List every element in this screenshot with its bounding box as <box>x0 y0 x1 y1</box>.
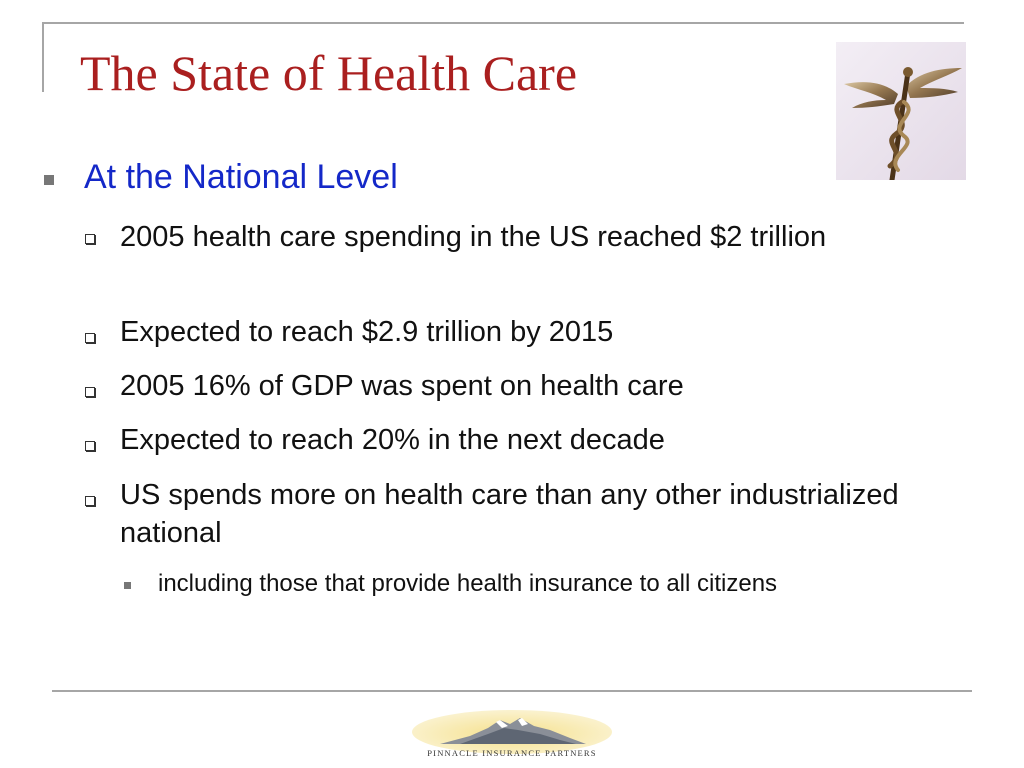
slide-title: The State of Health Care <box>80 45 578 101</box>
hollow-square-bullet-icon <box>85 387 95 397</box>
bullet-item: 2005 health care spending in the US reached $2 trillion <box>120 221 827 253</box>
bullet-item: US spends more on health care than any other industrialized national <box>120 479 899 549</box>
caduceus-image <box>836 42 966 180</box>
bullet-item: 2005 16% of GDP was spent on health care <box>120 370 684 402</box>
hollow-square-bullet-icon <box>85 234 95 244</box>
square-bullet-icon <box>44 175 54 185</box>
top-frame-line <box>44 22 964 24</box>
hollow-square-bullet-icon <box>85 441 95 451</box>
logo-wordmark: PINNACLE INSURANCE PARTNERS <box>427 748 597 758</box>
level1-heading: At the National Level <box>84 158 398 196</box>
bullet-item: Expected to reach 20% in the next decade <box>120 424 665 456</box>
hollow-square-bullet-icon <box>85 496 95 506</box>
hollow-square-bullet-icon <box>85 333 95 343</box>
sub-bullet-item: including those that provide health insurance to all citizens <box>158 570 778 597</box>
bullet-item: Expected to reach $2.9 trillion by 2015 <box>120 316 614 348</box>
square-bullet-icon <box>124 582 131 589</box>
left-frame-line <box>42 22 44 92</box>
footer-divider <box>52 690 972 692</box>
